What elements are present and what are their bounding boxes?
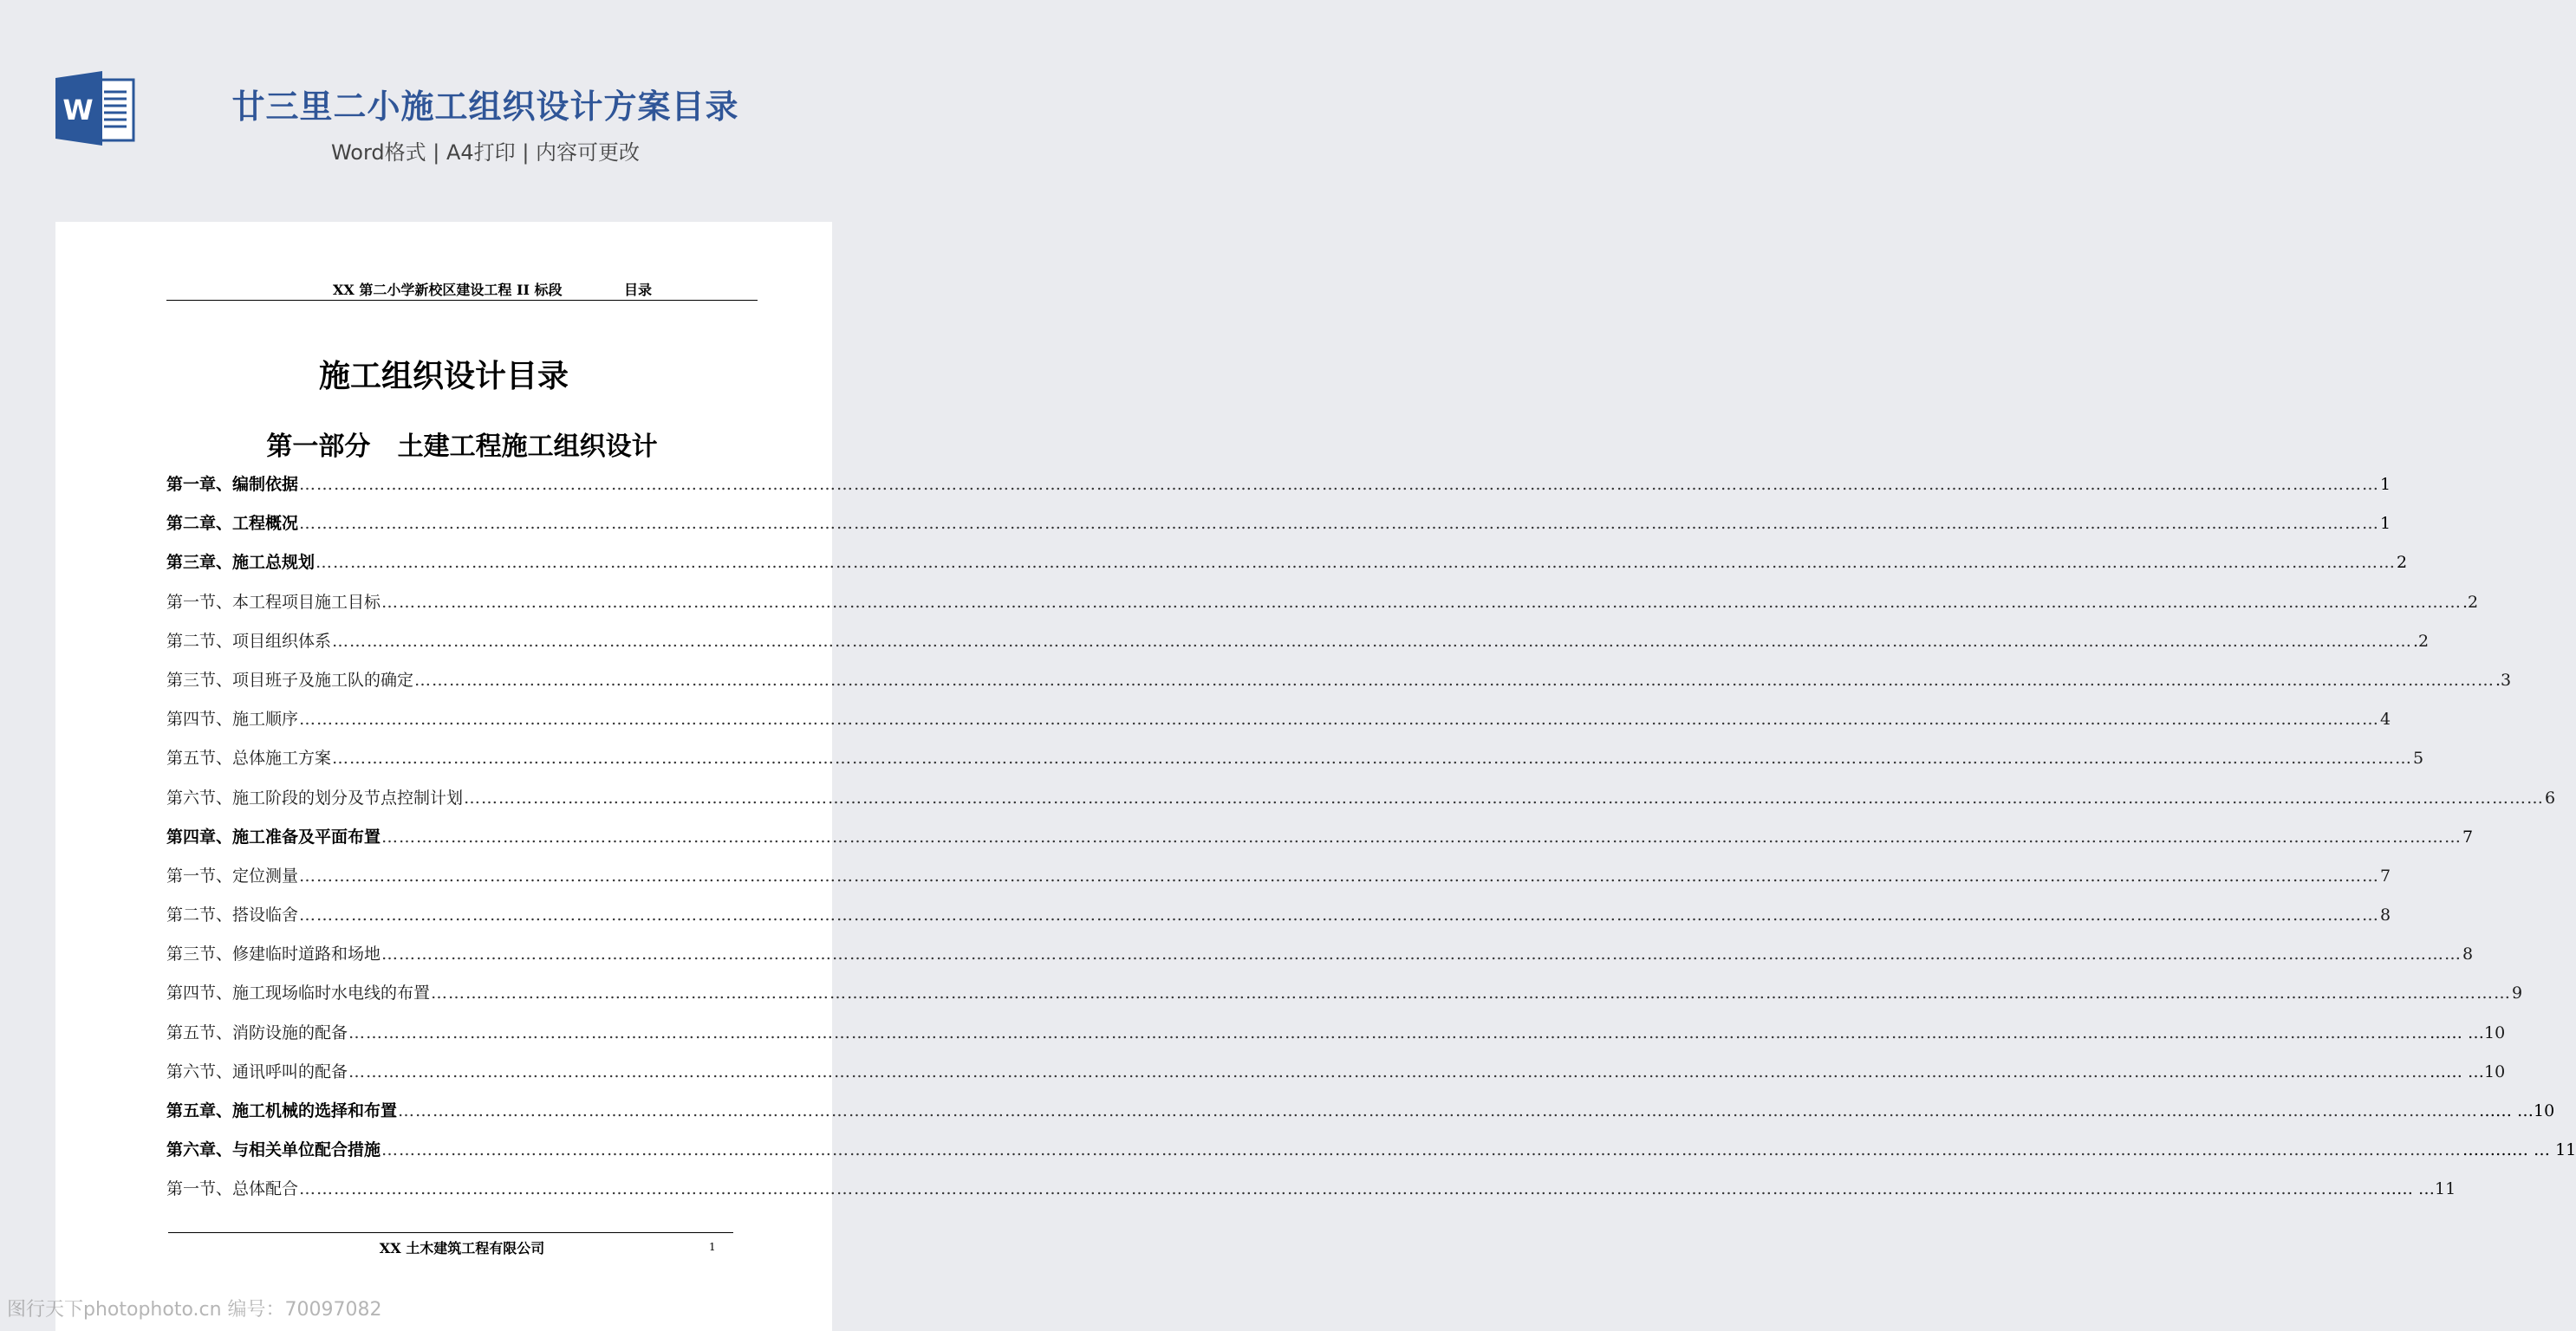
toc-entry-page: 7 xyxy=(2380,866,2391,886)
toc-entry[interactable] xyxy=(166,706,2391,745)
toc-leader-dots: ……………………………………………………………………………………………………………………………………………………………………………………………………………………………………………………………………………………………………………………………… xyxy=(299,514,2380,534)
toc-entry-title: 第一节、本工程项目施工目标 xyxy=(166,592,381,612)
toc-leader-dots: ……………………………………………………………………………………………………………………………………………………………………………………………………………………………………………………………………………………………………………………………… xyxy=(299,475,2380,494)
toc-entry-title: 第三节、修建临时道路和场地 xyxy=(166,945,381,964)
toc-entry-page: 8 xyxy=(2462,945,2474,964)
footer-company: XX 土木建筑工程有限公司 xyxy=(379,1240,545,1256)
toc-leader-dots: ……………………………………………………………………………………………………………………………………………………………………………………………………………………………………………………………………………………………………………………………… xyxy=(431,984,2512,1003)
toc-entry[interactable] xyxy=(166,628,2430,667)
toc-entry-page: …… …10 xyxy=(2430,1023,2506,1042)
toc-entry[interactable] xyxy=(166,1020,2506,1059)
toc-entry-page: 2 xyxy=(2397,553,2408,573)
header-title: XX 第二小学新校区建设工程 II 标段 xyxy=(333,282,563,298)
toc-entry[interactable] xyxy=(166,902,2391,941)
toc-entry-title: 第一章、编制依据 xyxy=(166,475,299,494)
footer-page-number: 1 xyxy=(709,1241,716,1253)
toc-entry-page: 8 xyxy=(2380,906,2391,925)
toc-entry-page: 5 xyxy=(2413,749,2424,769)
toc-entry-page: …… …11 xyxy=(2380,1179,2456,1199)
toc-entry-page: 6 xyxy=(2545,788,2556,808)
toc-entry[interactable] xyxy=(166,589,2479,628)
toc-entry-page: …… …10 xyxy=(2430,1062,2506,1081)
toc-entry-title: 第三章、施工总规划 xyxy=(166,553,315,573)
toc-entry[interactable] xyxy=(166,824,2474,863)
toc-entry[interactable] xyxy=(166,1098,2555,1137)
toc-entry[interactable] xyxy=(166,667,2512,706)
toc-leader-dots: ……………………………………………………………………………………………………………………………………………………………………………………………………………………………………………………………………………………………………………………………… xyxy=(299,710,2380,730)
toc-entry-title: 第二章、工程概况 xyxy=(166,514,299,534)
toc-entry-page: 4 xyxy=(2380,710,2391,730)
toc-leader-dots: ……………………………………………………………………………………………………………………………………………………………………………………………………………………………………………………………………………………………………………………………… xyxy=(315,553,2397,573)
watermark: 图行天下photophoto.cn 编号：70097082 xyxy=(7,1299,382,1321)
toc-entry[interactable] xyxy=(166,1176,2456,1215)
toc-leader-dots: ……………………………………………………………………………………………………………………………………………………………………………………………………………………………………………………………………………………………………………………………… xyxy=(299,906,2380,925)
document-header xyxy=(166,277,758,301)
word-icon-letter: W xyxy=(62,94,94,127)
toc-entry-title: 第六节、施工阶段的划分及节点控制计划 xyxy=(166,788,464,808)
toc-entry-page: …… …10 xyxy=(2479,1101,2555,1120)
toc-entry-page: 7 xyxy=(2462,827,2474,847)
toc-entry[interactable] xyxy=(166,510,2391,549)
toc-entry-title: 第二节、搭设临舍 xyxy=(166,906,299,925)
toc-entry-page: 1 xyxy=(2380,475,2391,494)
toc-entry[interactable] xyxy=(166,941,2474,980)
toc-entry-page: 1 xyxy=(2380,514,2391,534)
footer-divider xyxy=(168,1232,733,1233)
toc-leader-dots: ……………………………………………………………………………………………………………………………………………………………………………………………………………………………………………………………………………………………………………………………… xyxy=(299,1179,2380,1199)
document-title: 施工组织设计目录 xyxy=(318,358,569,394)
document-page xyxy=(55,222,2576,1331)
toc-entry-title: 第四节、施工现场临时水电线的布置 xyxy=(166,984,431,1003)
toc-entry-page: .2 xyxy=(2413,631,2430,651)
toc-leader-dots: ……………………………………………………………………………………………………………………………………………………………………………………………………………………………………………………………………………………………………………………………… xyxy=(398,1101,2479,1120)
toc-entry[interactable] xyxy=(166,785,2556,824)
toc-entry-title: 第四节、施工顺序 xyxy=(166,710,299,730)
toc-entry-title: 第五节、消防设施的配备 xyxy=(166,1023,348,1042)
header-label: 目录 xyxy=(624,282,653,298)
toc-entry-title: 第一节、总体配合 xyxy=(166,1179,299,1199)
toc-leader-dots: ……………………………………………………………………………………………………………………………………………………………………………………………………………………………………………………………………………………………………………………………… xyxy=(348,1062,2430,1081)
toc-entry[interactable] xyxy=(166,549,2408,588)
banner-subtitle: Word格式 | A4打印 | 内容可更改 xyxy=(330,140,641,165)
toc-leader-dots: ……………………………………………………………………………………………………………………………………………………………………………………………………………………………………………………………………………………………………………………………… xyxy=(332,631,2413,651)
word-doc-icon xyxy=(55,71,135,146)
toc-leader-dots: ……………………………………………………………………………………………………………………………………………………………………………………………………………………………………………………………………………………………………………………………… xyxy=(464,788,2545,808)
banner xyxy=(0,0,888,221)
toc-entry-title: 第六节、通讯呼叫的配备 xyxy=(166,1062,348,1081)
toc-entry-title: 第六章、与相关单位配合措施 xyxy=(166,1140,381,1160)
toc-entry-page: ………… … 11 xyxy=(2462,1140,2576,1160)
banner-title: 廿三里二小施工组织设计方案目录 xyxy=(231,88,739,126)
toc-leader-dots: ……………………………………………………………………………………………………………………………………………………………………………………………………………………………………………………………………………………………………………………………… xyxy=(414,670,2495,690)
toc-entry-title: 第五章、施工机械的选择和布置 xyxy=(166,1101,398,1120)
toc-entry[interactable] xyxy=(166,863,2391,902)
toc-entry-page: .3 xyxy=(2495,670,2512,690)
toc-entry[interactable] xyxy=(166,745,2424,784)
toc-entry-page: .2 xyxy=(2462,592,2479,612)
part-title: 第一部分 土建工程施工组织设计 xyxy=(266,432,658,462)
toc-leader-dots: ……………………………………………………………………………………………………………………………………………………………………………………………………………………………………………………………………………………………………………………………… xyxy=(348,1023,2430,1042)
toc-entry[interactable] xyxy=(166,980,2523,1019)
toc-leader-dots: ……………………………………………………………………………………………………………………………………………………………………………………………………………………………………………………………………………………………………………………………… xyxy=(381,945,2462,964)
toc-leader-dots: ……………………………………………………………………………………………………………………………………………………………………………………………………………………………………………………………………………………………………………………………… xyxy=(381,592,2462,612)
toc-entry-title: 第四章、施工准备及平面布置 xyxy=(166,827,381,847)
toc-leader-dots: ……………………………………………………………………………………………………………………………………………………………………………………………………………………………………………………………………………………………………………………………… xyxy=(332,749,2413,769)
toc-entry[interactable] xyxy=(166,1137,2576,1176)
toc-entry-title: 第一节、定位测量 xyxy=(166,866,299,886)
toc-entry-title: 第五节、总体施工方案 xyxy=(166,749,332,769)
toc-leader-dots: ……………………………………………………………………………………………………………………………………………………………………………………………………………………………………………………………………………………………………………………………… xyxy=(299,866,2380,886)
toc-entry-title: 第二节、项目组织体系 xyxy=(166,631,332,651)
toc-leader-dots: ……………………………………………………………………………………………………………………………………………………………………………………………………………………………………………………………………………………………………………………………… xyxy=(381,827,2462,847)
toc-entry-title: 第三节、项目班子及施工队的确定 xyxy=(166,670,414,690)
table-of-contents xyxy=(166,471,2576,1216)
toc-entry-page: 9 xyxy=(2512,984,2523,1003)
toc-entry[interactable] xyxy=(166,471,2391,510)
toc-leader-dots: ……………………………………………………………………………………………………………………………………………………………………………………………………………………………………………………………………………………………………………………………… xyxy=(381,1140,2462,1160)
toc-entry[interactable] xyxy=(166,1059,2506,1098)
